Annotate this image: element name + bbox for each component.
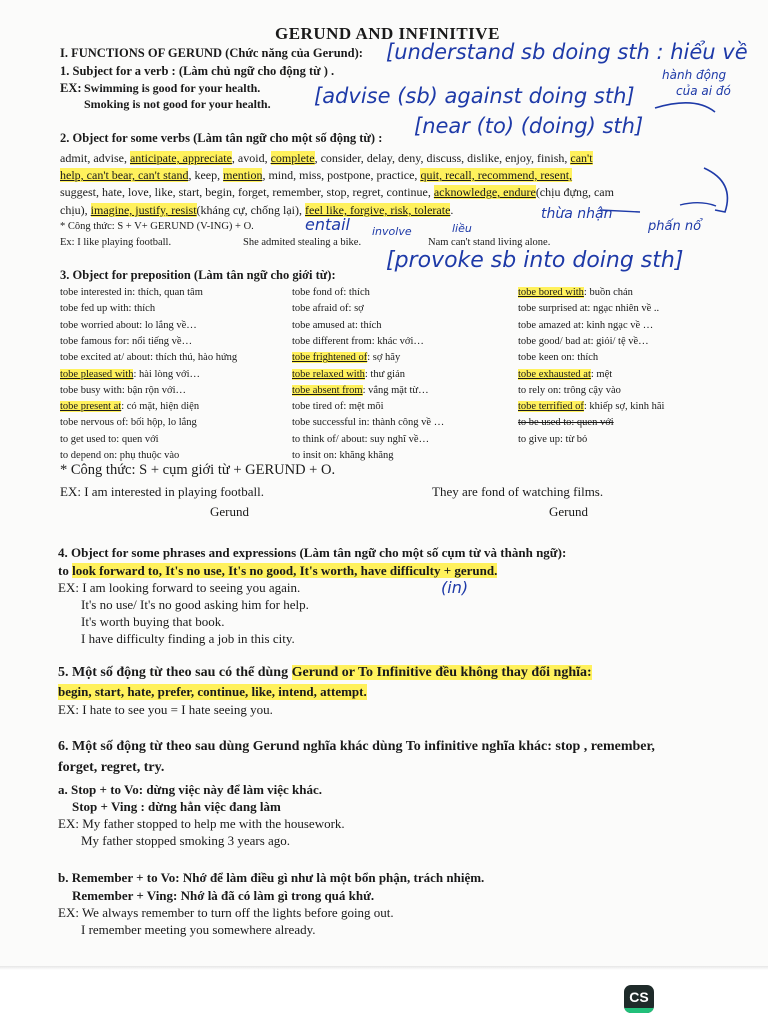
sec2-formula: * Công thức: S + V+ GERUND (V-ING) + O. [60,221,254,232]
sec3-col1-item: tobe interested in: thích, quan tâm [60,287,203,298]
sec6-b-example1: EX: We always remember to turn off the lights before going out. [58,905,394,920]
sec5-verb-list: begin, start, hate, prefer, continue, like, intend, attempt. [58,684,367,699]
sec3-col2-item: tobe tired of: mệt mõi [292,401,384,413]
handwritten-note-thua-nhan: thừa nhận [541,206,613,222]
handwritten-note-cua-ai-do: của ai đó [676,84,731,98]
sec3-col2-item: tobe absent from: vắng mặt từ… [292,384,429,396]
sec1-ex2: Smoking is not good for your health. [84,97,271,111]
sec2-example-a: Ex: I like playing football. [60,237,172,248]
sec6-b-rule1: b. Remember + to Vo: Nhớ để làm điều gì như là một bổn phận, trách nhiệm. [58,870,485,885]
handwritten-note-phan-no: phấn nổ [648,219,702,234]
sec4-example4: I have difficulty finding a job in this city. [81,631,295,646]
handwritten-note-near: [near (to) (doing) sth] [414,114,644,138]
sec5-example: EX: I hate to see you = I hate seeing you. [58,702,273,717]
sec3-col1-item: tobe busy with: bận rộn với… [60,384,186,396]
sec6-a-example1: EX: My father stopped to help me with the housework. [58,816,345,831]
sec4-example1: EX: I am looking forward to seeing you again. [58,580,301,595]
sec6-a-rule1: a. Stop + to Vo: dừng việc này để làm việc khác. [58,782,323,797]
sec3-col1-item: to depend on: phụ thuộc vào [60,450,180,461]
sec2-verbs-line3: suggest, hate, love, like, start, begin, forget, remember, stop, regret, continue, acknowledge, endure(chịu đựng, cam [60,185,614,199]
sec3-col2-item: tobe amused at: thích [292,319,382,331]
sec3-heading: 3. Object for preposition (Làm tân ngữ cho giới từ): [60,268,336,282]
sec2-example-b: She admited stealing a bike. [243,237,362,248]
sec3-col1-item: tobe famous for: nổi tiếng về… [60,335,193,347]
handwritten-note-hanh-dong: hành động [662,68,727,82]
sec3-col3-item: tobe terrified of: khiếp sợ, kinh hãi [518,401,665,413]
sec3-col1-item: tobe nervous of: bối hộp, lo lắng [60,417,197,429]
sec2-heading: 2. Object for some verbs (Làm tân ngữ cho một số động từ) : [60,131,383,145]
sec3-col2-item: to think of/ about: suy nghĩ về… [292,433,430,445]
handwritten-note-advise: [advise (sb) against doing sth] [314,84,635,108]
sec6-heading-line2: forget, regret, try. [58,760,165,775]
sec2-verbs-line2: help, can't bear, can't stand, keep, mention, mind, miss, postpone, practice, quit, recall, recommend, resent, [60,168,573,182]
sec3-col3-item: tobe good/ bad at: giỏi/ tệ về… [518,335,649,347]
handwritten-note-entail: entail [305,215,350,234]
sec3-col2-item: tobe afraid of: sợ [292,303,364,315]
sec3-col1-item: tobe fed up with: thích [60,303,156,315]
sec4-example2: It's no use/ It's no good asking him for help. [81,597,309,612]
sec3-col3-item: to give up: từ bỏ [518,433,588,445]
sec4-heading: 4. Object for some phrases and expressions (Làm tân ngữ cho một số cụm từ và thành ngữ): [58,545,567,560]
sec3-col2-item: to insit on: khăng khăng [292,450,394,461]
sec3-col1-item: tobe present at: có mặt, hiện diện [60,401,200,413]
sec3-col3-item: to rely on: trông cậy vào [518,384,621,396]
sec3-col2-item: tobe successful in: thành công về … [292,417,445,429]
sec4-example3: It's worth buying that book. [81,614,225,629]
sec1-ex-label: EX: [60,81,82,95]
sec2-example-c: Nam can't stand living alone. [428,237,551,248]
sec4-line: to look forward to, It's no use, It's no good, It's worth, have difficulty + gerund. [58,563,498,578]
page-edge [0,966,768,970]
sec6-b-example2: I remember meeting you somewhere already. [81,922,316,937]
sec3-example2: They are fond of watching films. [432,484,604,499]
sec3-col1-item: tobe excited at/ about: thích thú, hào hứng [60,352,238,364]
sec3-col1-item: tobe worried about: lo lắng về… [60,319,197,331]
handwritten-note-lieu: liều [452,222,472,235]
sec6-heading-line1: 6. Một số động từ theo sau dùng Gerund nghĩa khác dùng To infinitive nghĩa khác: stop , remember, [58,739,655,754]
sec5-heading: 5. Một số động từ theo sau có thể dùng Gerund or To Infinitive đều không thay đổi nghĩa: [58,665,592,680]
sec3-formula: * Công thức: S + cụm giới từ + GERUND + O. [60,462,336,478]
sec3-gerund-label2: Gerund [549,504,588,519]
sec3-col3-item: to be used to: quen với [518,417,614,429]
sec3-col3-item: tobe keen on: thích [518,352,599,364]
sec3-col2-item: tobe fond of: thích [292,287,370,298]
handwritten-note-understand: [understand sb doing sth : hiểu về [386,40,748,64]
sec3-col1-item: to get used to: quen với [60,433,159,445]
sec1-heading: I. FUNCTIONS OF GERUND (Chức năng của Gerund): [60,46,363,60]
sec3-col3-item: tobe bored with: buồn chán [518,287,633,298]
sec3-col3-item: tobe surprised at: ngạc nhiên về .. [518,303,660,315]
sec3-example1: EX: I am interested in playing football. [60,484,264,499]
sec3-col2-item: tobe different from: khác với… [292,335,424,347]
handwritten-note-involve: involve [372,225,412,238]
sec6-a-rule2: Stop + Ving : dừng hẳn việc đang làm [72,799,281,814]
page-title: GERUND AND INFINITIVE [275,24,500,43]
sec2-verbs-line4: chịu), imagine, justify, resist(kháng cự, chống lại), feel like, forgive, risk, tolerate. [60,203,454,217]
handwritten-note-in: (in) [441,578,469,597]
sec1-ex1: Swimming is good for your health. [84,81,261,95]
sec3-col3-item: tobe amazed at: kinh ngạc về … [518,319,654,331]
sec3-col2-item: tobe relaxed with: thư giản [292,368,405,380]
sec3-gerund-label1: Gerund [210,504,249,519]
sec6-a-example2: My father stopped smoking 3 years ago. [81,833,291,848]
camscanner-logo: CS [624,985,654,1013]
handwritten-note-provoke: [provoke sb into doing sth] [386,248,684,273]
sec3-col3-item: tobe exhausted at: mệt [518,368,613,380]
sec1-sub1: 1. Subject for a verb : (Làm chủ ngữ cho động từ ) . [60,64,335,78]
sec3-col2-item: tobe frightened of: sợ hãy [292,352,401,364]
sec2-verbs-line1: admit, advise, anticipate, appreciate, avoid, complete, consider, delay, deny, discuss, dislike, enjoy, finish, can't [60,151,593,165]
sec6-b-rule2: Remember + Ving: Nhớ là đã có làm gì trong quá khứ. [72,888,375,903]
sec3-col1-item: tobe pleased with: hài lòng với… [60,368,200,380]
